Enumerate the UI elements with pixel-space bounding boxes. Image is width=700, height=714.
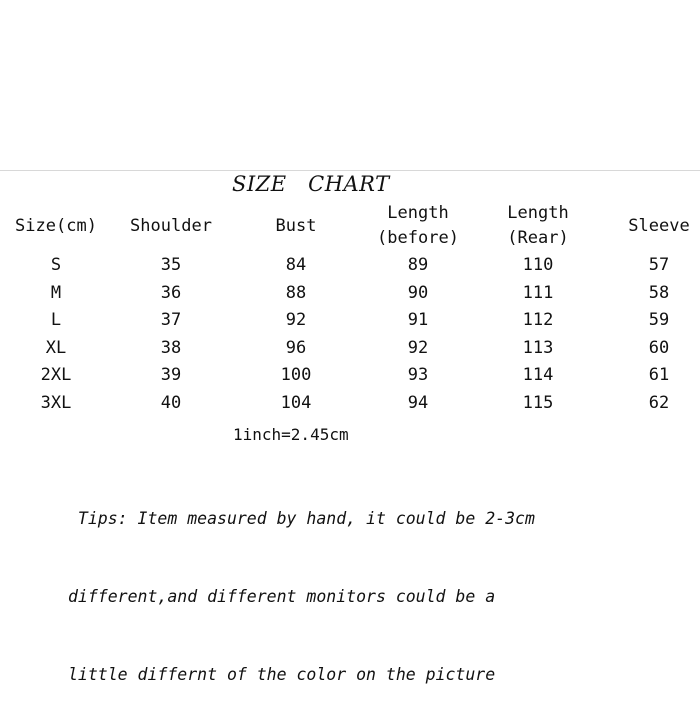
column-header (276, 214, 317, 239)
table-cell: 90 (407, 283, 429, 303)
table-cell: 91 (407, 310, 429, 330)
size-label-cell: L (50, 310, 62, 330)
column-header-line: Sleeve (628, 216, 690, 236)
table-cell: 114 (522, 365, 554, 385)
inch-conversion-note: 1inch=2.45cm (233, 425, 349, 444)
table-cell: 59 (648, 310, 670, 330)
column-header-line: Shoulder (130, 216, 212, 236)
column-header-line: Length (507, 203, 569, 223)
column-header-line: (before) (377, 228, 459, 248)
column-header-line: Bust (275, 216, 317, 236)
table-cell: 58 (648, 283, 670, 303)
size-label-cell: XL (45, 338, 67, 358)
table-cell: 111 (522, 283, 554, 303)
column-header (130, 214, 212, 239)
tips-line-2: different,and different monitors could be a (68, 587, 496, 606)
column-header (377, 201, 459, 251)
size-label-cell: 2XL (40, 365, 72, 385)
table-cell: 93 (407, 365, 429, 385)
table-cell: 38 (160, 338, 182, 358)
table-cell: 35 (160, 255, 182, 275)
table-cell: 115 (522, 393, 554, 413)
column-header (628, 214, 689, 239)
table-cell: 92 (285, 310, 307, 330)
table-cell: 92 (407, 338, 429, 358)
table-cell: 96 (285, 338, 307, 358)
table-cell: 57 (648, 255, 670, 275)
table-cell: 36 (160, 283, 182, 303)
table-cell: 39 (160, 365, 182, 385)
table-cell: 113 (522, 338, 554, 358)
column-header-line: Size(cm) (15, 216, 97, 236)
table-cell: 84 (285, 255, 307, 275)
table-cell: 112 (522, 310, 554, 330)
table-cell: 60 (648, 338, 670, 358)
table-cell: 110 (522, 255, 554, 275)
table-cell: 37 (160, 310, 182, 330)
size-label-cell: S (50, 255, 62, 275)
column-header (507, 201, 568, 251)
size-label-cell: M (50, 283, 62, 303)
tips-line-1: Tips: Item measured by hand, it could be 2-3cm (68, 509, 535, 528)
size-label-cell: 3XL (40, 393, 72, 413)
table-cell: 88 (285, 283, 307, 303)
table-cell: 61 (648, 365, 670, 385)
column-header-line: (Rear) (507, 228, 569, 248)
table-cell: 40 (160, 393, 182, 413)
table-cell: 104 (280, 393, 312, 413)
top-divider (0, 170, 700, 171)
table-cell: 94 (407, 393, 429, 413)
table-cell: 62 (648, 393, 670, 413)
tips-text (68, 454, 535, 714)
column-header-line: Length (387, 203, 449, 223)
tips-line-3: little differnt of the color on the picture (68, 665, 496, 684)
column-header (15, 214, 97, 239)
table-cell: 89 (407, 255, 429, 275)
chart-title: SIZE CHART (232, 172, 390, 196)
table-cell: 100 (280, 365, 312, 385)
